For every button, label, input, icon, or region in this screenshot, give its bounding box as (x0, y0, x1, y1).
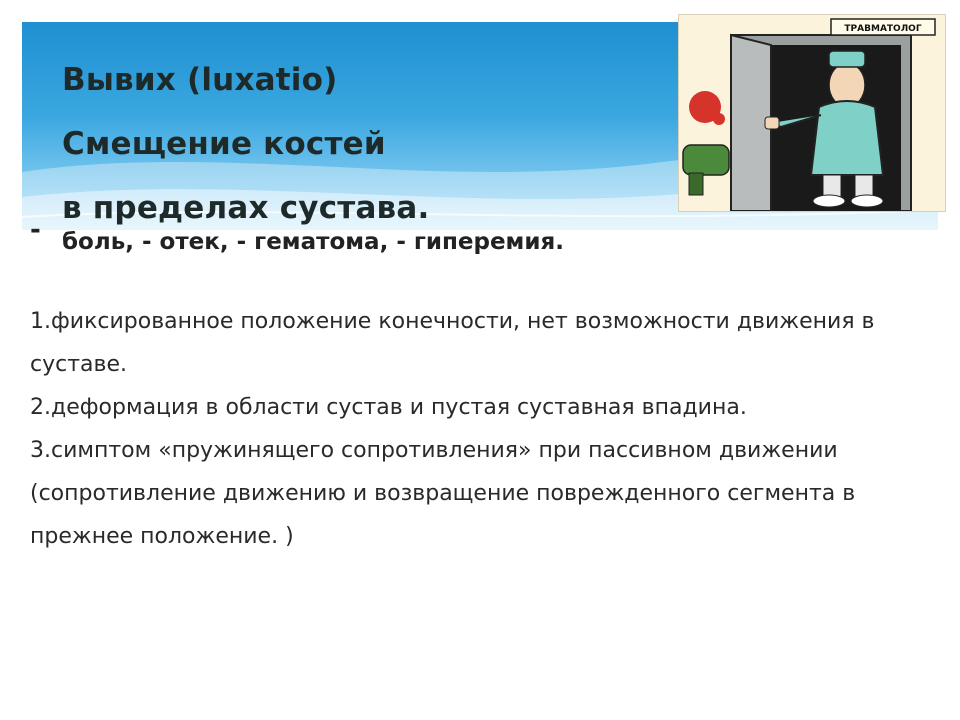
clinical-signs (30, 300, 910, 558)
title-line-3: в пределах сустава. (62, 190, 430, 226)
traumatologist-cartoon (678, 14, 946, 212)
slide-title (62, 48, 429, 240)
symptom-list: боль, - отек, - гематома, - гиперемия. (62, 229, 564, 255)
title-line-1: Вывих (luxatio) (62, 62, 338, 98)
sign-item-2: 2.деформация в области сустав и пустая суставная впадина. (30, 395, 747, 420)
sign-item-1: 1.фиксированное положение конечности, нет возможности движения в суставе. (30, 309, 875, 377)
symptom-bullet-dash: - (30, 215, 41, 245)
door-sign: ТРАВМАТОЛОГ (844, 24, 922, 34)
sign-item-3: 3.симптом «пружинящего сопротивления» при пассивном движении (сопротивление движению и возвращение поврежденного сегмента в прежнее положение. ) (30, 438, 856, 549)
title-line-2: Смещение костей (62, 126, 386, 162)
